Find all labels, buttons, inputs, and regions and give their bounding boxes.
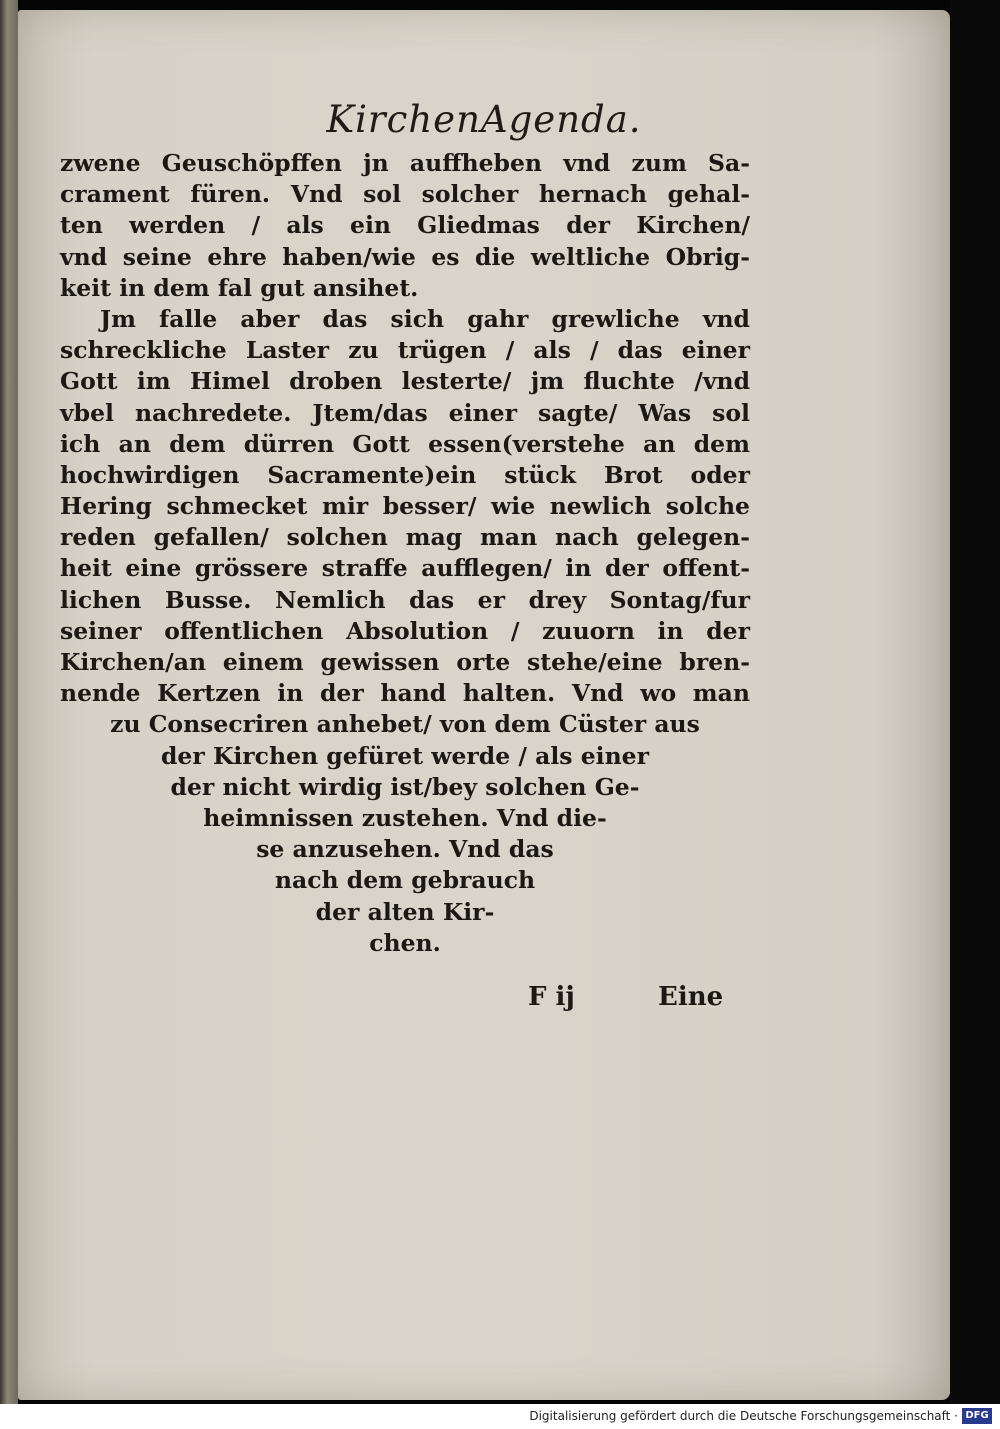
scan-shadow [950,0,1000,1404]
text-line: heimnissen zustehen. Vnd die- [203,803,607,832]
catchword: Eine [658,982,724,1012]
book-edge [0,0,18,1404]
running-head: KirchenAgenda. [326,98,642,141]
text-line: Kirchen/an einem gewissen orte stehe/eine bren- [60,648,750,676]
text-line: ich an dem dürren Gott essen(verstehe an dem [60,429,750,458]
book-page [18,10,950,1400]
text-line: nach dem gebrauch [274,866,536,895]
text-line: zu Consecriren anhebet/ von dem Cüster aus [110,710,700,739]
text-line: zwene Geuschöpffen jn auffheben vnd zum Sa- [60,149,750,177]
text-line: keit in dem fal gut ansihet. [60,273,419,302]
text-line: crament füren. Vnd sol solcher hernach gehal- [60,180,750,209]
text-line: der nicht wirdig ist/bey solchen Ge- [170,772,640,801]
text-line: nende Kertzen in der hand halten. Vnd wo man [60,679,750,708]
text-line: hochwirdigen Sacramente)ein stück Brot oder [60,460,750,489]
text-line: chen. [369,928,441,957]
text-line: Gott im Himel droben lesterte/ jm fluchte /vnd [60,367,750,396]
text-line: vnd seine ehre haben/wie es die weltliche Obrig- [60,242,750,271]
text-line: reden gefallen/ solchen mag man nach gelegen- [60,523,750,552]
text-line: heit eine grössere straffe aufflegen/ in der offent- [60,554,750,583]
text-line: vbel nachredete. Jtem/das einer sagte/ Was sol [60,398,750,427]
text-line: Hering schmecket mir besser/ wie newlich solche [60,492,750,521]
page-text-block [60,148,750,959]
dfg-logo: DFG [962,1408,992,1424]
footer-bar [0,1404,1000,1429]
funding-credit: Digitalisierung gefördert durch die Deutsche Forschungsgemeinschaft · [529,1409,958,1423]
signature-mark: F ij [528,982,575,1012]
text-line: Jm falle aber das sich gahr grewliche vnd [100,304,750,333]
text-line: der alten Kir- [315,897,495,926]
text-line: lichen Busse. Nemlich das er drey Sontag/fur [60,585,750,614]
text-line: ten werden / als ein Gliedmas der Kirchen/ [60,211,750,240]
text-line: se anzusehen. Vnd das [256,835,554,864]
text-line: der Kirchen gefüret werde / als einer [161,741,649,770]
text-line: schreckliche Laster zu trügen / als / das einer [60,336,750,365]
text-line: seiner offentlichen Absolution / zuuorn in der [60,616,750,645]
